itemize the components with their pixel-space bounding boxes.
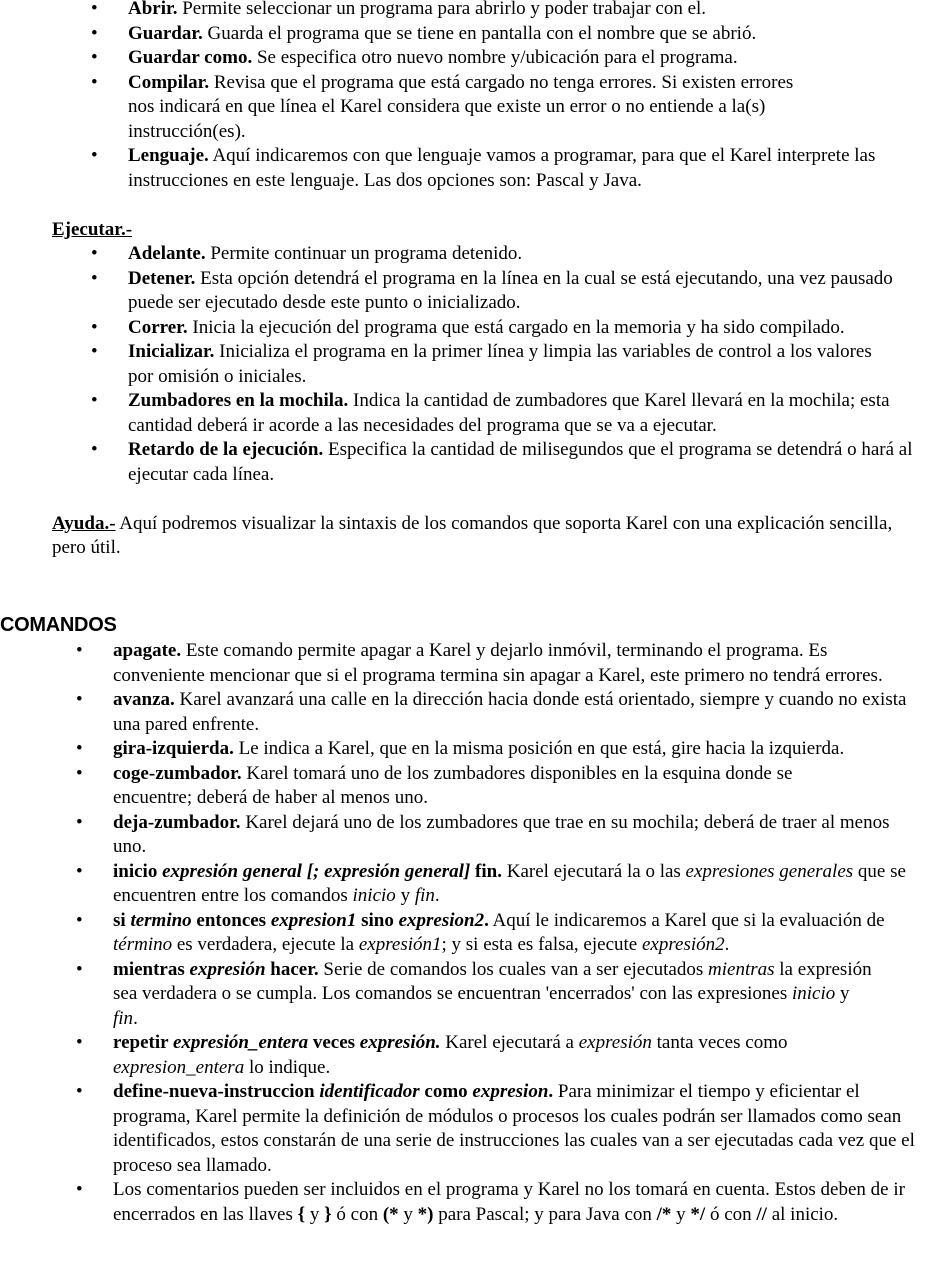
cmd-repetir: [113, 1031, 873, 1080]
cmd-mientras: [113, 958, 873, 1032]
cmd-title: gira-izquierda.: [113, 738, 234, 759]
spacer: [0, 561, 932, 586]
item-title: Retardo de la ejecución.: [128, 439, 324, 460]
list-item-inicializar: [128, 340, 888, 389]
cmd-coge-zumbador: [113, 762, 873, 811]
cmd-define-nueva-instruccion: [113, 1080, 932, 1178]
cmd-title: deja-zumbador.: [113, 811, 241, 833]
item-text: Guarda el programa que se tiene en pantalla con el nombre que se abrió.: [202, 22, 757, 44]
cmd-text: para Pascal; y para Java con: [433, 1203, 657, 1225]
item-title: Lenguaje.: [128, 145, 209, 166]
cmd-text: Karel ejecutará a: [440, 1032, 579, 1053]
list-item-abrir: [128, 0, 926, 22]
item-title: Abrir.: [128, 0, 178, 19]
cmd-keyword: define-nueva-instruccion: [113, 1081, 320, 1102]
item-text: Se especifica otro nuevo nombre y/ubicación para el programa.: [252, 47, 738, 68]
item-text: Esta opción detendrá el programa en la línea en la cual se está ejecutando, una vez pausado puede ser ejecutado desde este punto o inicializado.: [128, 267, 893, 313]
cmd-text: Karel dejará uno de los zumbadores que trae en su mochila; deberá de traer al menos uno.: [113, 811, 890, 857]
cmd-text: Le indica a Karel, que en la misma posición en que está, gire hacia la izquierda.: [233, 738, 845, 759]
item-text: Especifica la cantidad de milisegundos que el programa se detendrá o hará al ejecutar cada línea.: [128, 439, 913, 485]
item-text: Permite continuar un programa detenido.: [205, 243, 523, 264]
comandos-heading: COMANDOS: [0, 614, 117, 636]
cmd-text: y: [835, 983, 850, 1004]
cmd-text: lo indique.: [244, 1056, 331, 1078]
list-item-guardar: [128, 22, 926, 47]
cmd-italic: expresión: [578, 1032, 652, 1053]
cmd-comentarios: [113, 1178, 932, 1227]
cmd-text: Karel avanzará una calle en la dirección hacia donde está orientado, siempre y cuando no exista una pared enfrente.: [113, 689, 907, 735]
spacer: [0, 487, 932, 512]
cmd-expression: expresion2: [398, 909, 485, 931]
item-text: Revisa que el programa que está cargado no tenga errores. Si existen errores nos indicará en que línea el Karel considera que existe un error o no entiende a la(s) instrucción(es).: [128, 71, 794, 142]
cmd-symbol: *): [417, 1203, 434, 1225]
cmd-keyword: repetir: [113, 1032, 173, 1053]
cmd-text: Este comando permite apagar a Karel y dejarlo inmóvil, terminando el programa. Es conveniente mencionar que si el programa termina sin apagar a Karel, este primero no tendrá errores.: [113, 640, 883, 686]
item-title: Detener.: [128, 267, 196, 289]
cmd-text: Para minimizar el tiempo y eficientar el programa, Karel permite la definición de módulos o procesos los cuales podrán ser llamados como sean identificados, estos constarán de una serie de instrucciones las cuales van a ser ejecutadas cada vez que el proceso sea llamado.: [113, 1081, 915, 1176]
cmd-italic: inicio: [791, 983, 836, 1004]
item-title: Adelante.: [128, 243, 206, 264]
cmd-text: y: [671, 1203, 691, 1225]
item-text: Aquí indicaremos con que lenguaje vamos a programar, para que el Karel interprete las instrucciones en este lenguaje. Las dos opciones son: Pascal y Java.: [128, 145, 876, 191]
cmd-inicio: [113, 860, 932, 909]
item-text: Permite seleccionar un programa para abrirlo y poder trabajar con el.: [177, 0, 707, 19]
cmd-symbol: (*: [382, 1203, 399, 1225]
cmd-title: apagate.: [113, 640, 182, 661]
cmd-text: .: [724, 934, 730, 955]
cmd-italic: expresiones generales: [685, 860, 854, 882]
cmd-gira-izquierda: [113, 737, 932, 762]
list-item-adelante: [128, 242, 926, 267]
cmd-italic: fin: [113, 1007, 134, 1029]
cmd-expression: expresión_entera: [172, 1032, 309, 1053]
cmd-text: la expresión sea verdadera o se cumpla. Los comandos se encuentran 'encerrados' con las expresiones: [113, 958, 872, 1004]
cmd-keyword: fin.: [470, 860, 502, 882]
cmd-italic: mientras: [708, 958, 775, 980]
cmd-text: tanta veces como: [651, 1032, 788, 1053]
cmd-apagate: [113, 639, 913, 688]
item-title: Correr.: [128, 316, 188, 338]
spacer: [0, 193, 932, 218]
cmd-symbol: /*: [656, 1203, 672, 1225]
item-text: Inicia la ejecución del programa que está cargado en la memoria y ha sido compilado.: [187, 316, 845, 338]
cmd-text: Aquí le indicaremos a Karel que si la evaluación de: [488, 909, 885, 931]
cmd-text: que se encuentren entre los comandos: [113, 860, 906, 906]
cmd-expression: expresion1: [270, 909, 357, 931]
cmd-text: y: [398, 1203, 418, 1225]
cmd-expression: expresion: [472, 1081, 549, 1102]
ayuda-heading: Ayuda.-: [52, 512, 116, 534]
cmd-text: Karel tomará uno de los zumbadores disponibles en la esquina donde se encuentre; deberá de haber al menos uno.: [113, 762, 793, 808]
cmd-text: y: [395, 885, 415, 906]
cmd-text: Los comentarios pueden ser incluidos en el programa y Karel no los tomará en cuenta. Estos deben de ir encerrados en las llaves: [113, 1179, 905, 1225]
cmd-keyword: si: [113, 909, 131, 931]
list-item-zumbadores: [128, 389, 903, 438]
list-item-compilar: [128, 71, 808, 145]
cmd-text: .: [133, 1007, 138, 1029]
cmd-keyword: .: [484, 909, 489, 931]
cmd-symbol: //: [756, 1203, 767, 1225]
cmd-text: .: [434, 885, 440, 906]
cmd-deja-zumbador: [113, 811, 913, 860]
list-item-correr: [128, 316, 932, 341]
list-item-lenguaje: [128, 144, 926, 193]
cmd-keyword: sino: [356, 909, 399, 931]
cmd-expression: expresión.: [359, 1032, 441, 1053]
item-text: Inicializa el programa en la primer línea y limpia las variables de control a los valores por omisión o iniciales.: [128, 341, 872, 387]
archivo-list: [128, 0, 926, 193]
cmd-italic: expresion_entera: [113, 1056, 245, 1078]
item-text: Indica la cantidad de zumbadores que Karel llevará en la mochila; esta cantidad deberá ir acorde a las necesidades del programa que se va a ejecutar.: [128, 390, 890, 436]
cmd-keyword: hacer.: [265, 958, 319, 980]
ejecutar-list: [128, 242, 926, 487]
cmd-keyword: como: [419, 1081, 473, 1102]
list-item-guardar-como: [128, 46, 926, 71]
cmd-avanza: [113, 688, 932, 737]
cmd-italic: inicio: [352, 885, 396, 906]
cmd-italic: expresión1: [358, 934, 442, 955]
ejecutar-heading: Ejecutar.-: [52, 218, 133, 240]
cmd-keyword: veces: [308, 1032, 360, 1053]
item-title: Guardar como.: [128, 47, 253, 68]
cmd-text: ; y si esta es falsa, ejecute: [441, 934, 642, 955]
cmd-title: coge-zumbador.: [113, 762, 242, 784]
cmd-text: al inicio.: [766, 1203, 839, 1225]
item-title: Inicializar.: [128, 341, 215, 362]
cmd-text: es verdadera, ejecute la: [172, 934, 359, 955]
cmd-keyword: entonces: [191, 909, 271, 931]
cmd-symbol: {: [297, 1203, 306, 1225]
ayuda-paragraph: [52, 512, 922, 561]
cmd-symbol: }: [324, 1203, 332, 1225]
cmd-expression: expresión: [189, 958, 266, 980]
cmd-keyword: .: [548, 1081, 554, 1102]
cmd-italic: expresión2: [641, 934, 725, 955]
item-title: Guardar.: [128, 22, 203, 44]
cmd-text: Serie de comandos los cuales van a ser ejecutados: [318, 958, 709, 980]
ayuda-text: Aquí podremos visualizar la sintaxis de los comandos que soporta Karel con una explicación sencilla, pero útil.: [52, 512, 893, 558]
comandos-list: [113, 639, 932, 1227]
cmd-symbol: */: [690, 1203, 706, 1225]
cmd-expression: termino: [130, 909, 192, 931]
list-item-retardo: [128, 438, 918, 487]
cmd-keyword: inicio: [113, 860, 163, 882]
cmd-expression: expresión general [; expresión general]: [162, 860, 471, 882]
item-title: Zumbadores en la mochila.: [128, 390, 349, 411]
cmd-text: Karel ejecutará la o las: [501, 860, 686, 882]
item-title: Compilar.: [128, 71, 210, 93]
cmd-text: ó con: [705, 1203, 757, 1225]
list-item-detener: [128, 267, 903, 316]
cmd-text: ó con: [331, 1203, 383, 1225]
cmd-keyword: mientras: [113, 958, 190, 980]
cmd-expression: identificador: [319, 1081, 420, 1102]
cmd-italic: término: [113, 934, 173, 955]
spacer: [0, 585, 932, 612]
cmd-title: avanza.: [113, 689, 175, 710]
cmd-si: [113, 909, 932, 958]
cmd-italic: fin: [414, 885, 435, 906]
cmd-text: y: [305, 1203, 325, 1225]
